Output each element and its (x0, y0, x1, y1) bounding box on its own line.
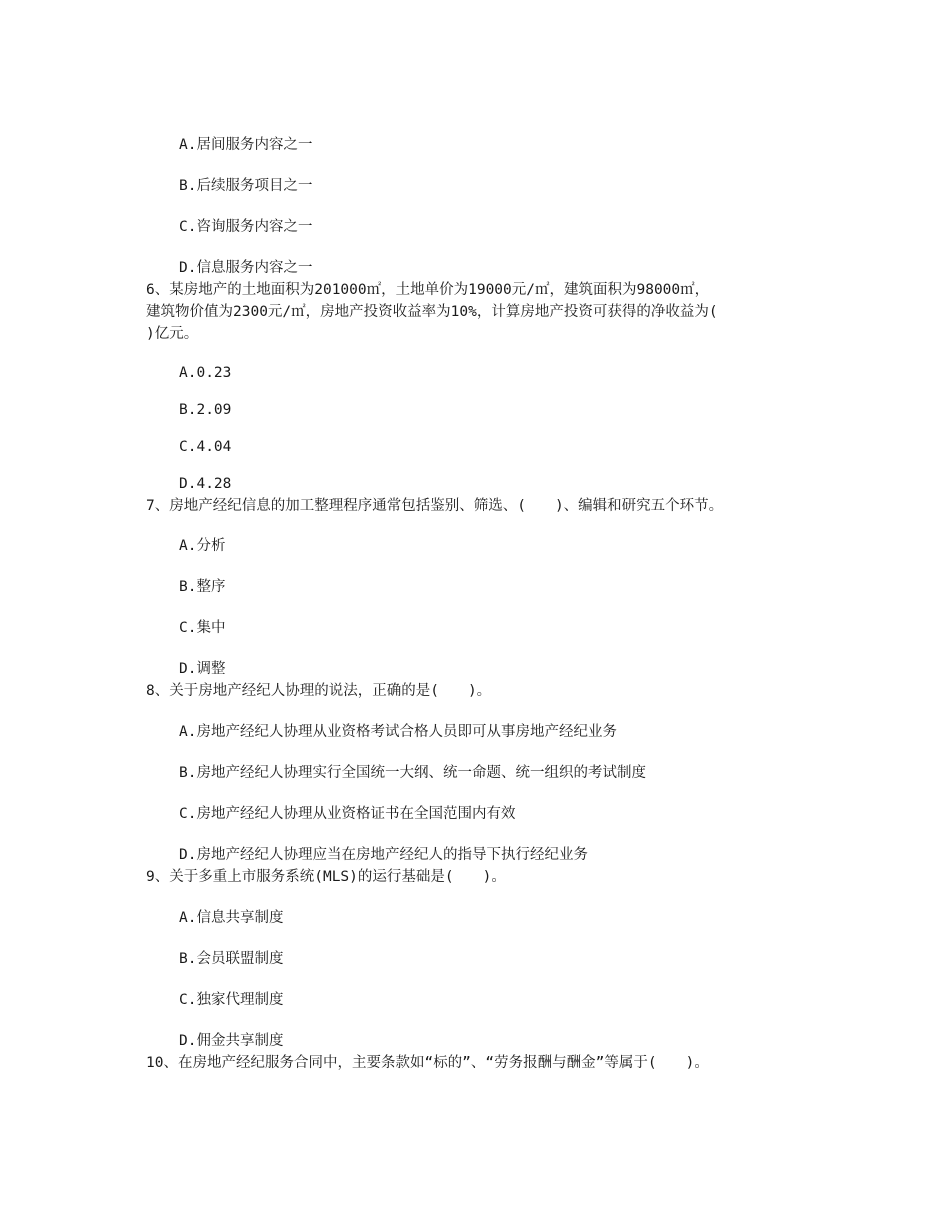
question-6-stem-line-1: 6、某房地产的土地面积为201000㎡，土地单价为19000元/㎡，建筑面积为98000㎡， (146, 282, 710, 298)
question-8-stem: 8、关于房地产经纪人协理的说法，正确的是( )。 (146, 683, 492, 699)
question-7-option-a: A.分析 (179, 538, 226, 554)
question-6-option-a: A.0.23 (179, 365, 232, 381)
option-b: B.后续服务项目之一 (179, 178, 313, 194)
question-7-stem: 7、房地产经纪信息的加工整理程序通常包括鉴别、筛选、( )、编辑和研究五个环节。 (146, 498, 724, 514)
question-7-option-d: D.调整 (179, 661, 226, 677)
question-8-option-c: C.房地产经纪人协理从业资格证书在全国范围内有效 (179, 806, 516, 822)
option-a: A.居间服务内容之一 (179, 137, 313, 153)
question-9-option-c: C.独家代理制度 (179, 992, 284, 1008)
question-9-option-d: D.佣金共享制度 (179, 1033, 284, 1049)
question-8-option-b: B.房地产经纪人协理实行全国统一大纲、统一命题、统一组织的考试制度 (179, 765, 646, 781)
question-9-stem: 9、关于多重上市服务系统(MLS)的运行基础是( )。 (146, 869, 506, 885)
question-9-option-a: A.信息共享制度 (179, 910, 284, 926)
question-7-option-b: B.整序 (179, 579, 226, 595)
question-6-stem-line-3: )亿元。 (146, 326, 199, 342)
question-6-option-d: D.4.28 (179, 476, 232, 492)
question-6-option-c: C.4.04 (179, 439, 232, 455)
question-9-option-b: B.会员联盟制度 (179, 951, 284, 967)
question-7-option-c: C.集中 (179, 620, 226, 636)
question-10-stem: 10、在房地产经纪服务合同中，主要条款如“标的”、“劳务报酬与酬金”等属于( )。 (146, 1055, 709, 1071)
question-6-stem-line-2: 建筑物价值为2300元/㎡，房地产投资收益率为10%，计算房地产投资可获得的净收益为( (146, 304, 718, 320)
option-d: D.信息服务内容之一 (179, 260, 313, 276)
question-8-option-d: D.房地产经纪人协理应当在房地产经纪人的指导下执行经纪业务 (179, 847, 588, 863)
option-c: C.咨询服务内容之一 (179, 219, 313, 235)
question-6-option-b: B.2.09 (179, 402, 232, 418)
question-8-option-a: A.房地产经纪人协理从业资格考试合格人员即可从事房地产经纪业务 (179, 724, 617, 740)
